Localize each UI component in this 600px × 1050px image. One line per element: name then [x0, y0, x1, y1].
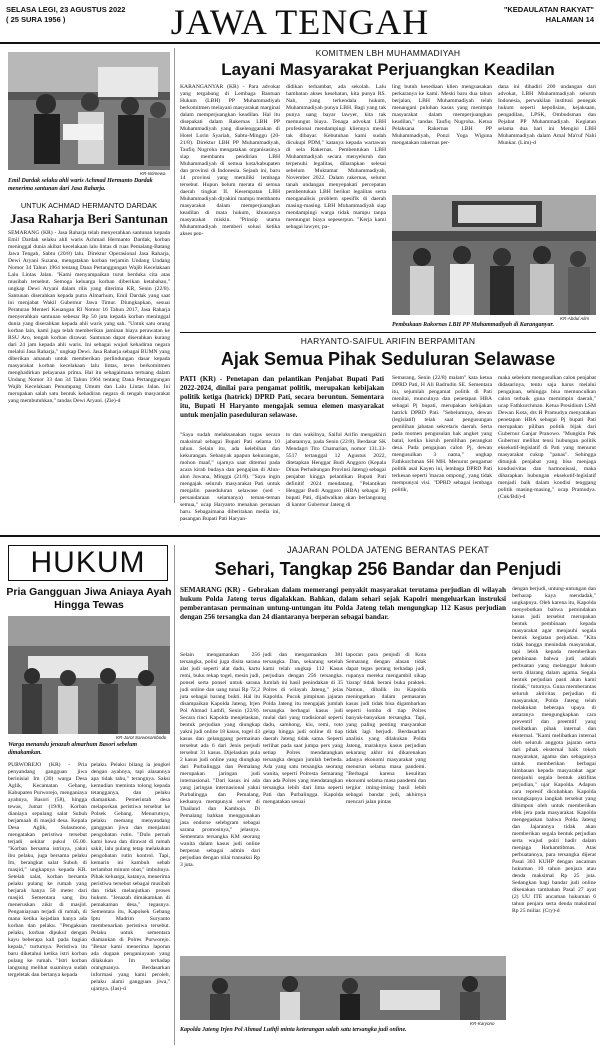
jasa-body: SEMARANG (KR) - Jasa Raharja telah menyerahkan santunan kepada Emil Dardak selaku ahli waris Achmad Hermanto Dardak, korban meninggal dunia akibat kecelakaan lalu lintas di ruas Pemalang-Batang Jawa Tengah, Sabtu (20/8) lalu. Direktur Operasional Jasa Raharja, Dewi Aryani Suzana, mengatakan korban terjamin Undang Undang Nomor 34 Tahun 1964 tentang Dana Pertanggungan Wajib Kecelakaan Lalu Lintas Jalan. "Kami menyampaikan turut berduka cita atas musibah tersebut. Semoga keluarga korban diberikan ketabahan," ungkap Dewi Aryani dalam rilis yang diterima KR, Senin (22/8). Santunan diserahkan kepada putra Almarhum, Emil Dardak yang saat ini menjabat Wakil Gubernur Jawa Timur. Diungkapkan, sesuai Peraturan Menteri Keuangan RI Nomor 16 Tahun 2017, Jasa Raharja menyerahkan santunan sebesar Rp 50 juta kepada korban meninggal dunia yang diserahkan kepada ahli waris yang sah. "Untuk satu orang korban lain, kami juga telah memberikan jaminan biaya perawatan ke RSU Aro, tengah korban dirawat. Santunan dapat diserahkan kurang dari 24 jam kepada ahli waris. Ini sebagai wujud kehadiran negara melalui Jasa Raharja," ungkap Dewi. Jasa Raharja sebagai BUMN yang diberikan amanah untuk memberikan perlindungan dasar kepada masyarakat korban kecelakaan lalu lintas, terus berkomitmen menghadirkan pelayanan prima. Hal itu sebagaimana tertuang dalam Undang Nomor 33 dan 34 Tahun 1964 tentang Dana Pertanggungan Wajib Kecelakaan Penumpang Umum dan Lalu Lintas Jalan. Ini merupakan salah satu bentuk kehadiran negara di tengah masyarakat yang membutuhkan," tandas Dewi Aryani. (Zie)-d — [8, 230, 170, 404]
pria-col-2: pelaku. Pelaku bilang ia jengkel dengan ayahnya, tapi alasannya apa tidak tahu," terangnya. Saksi kemudian meminta tolong kepada tetangganya, dan pelaku diamankan. Pemerintah desa melaporkan peristiwa tersebut ke Polsek Gebang. Menurutnya, pelaku memang menyandang gangguan jiwa dan menjalani pengobatan rutin. "Dulu pernah kami bawa dan dirawat di rumah sakit, lalu pulang tetap melakukan pengobatan rutin kontrol. Tapi, kemarin ini kambuh sebab terlambat minum obat," imbuhnya. Pihak keluarga, katanya, menerima peristiwa tersebut sebagai musibah dan tidak melanjutkan proses hukum. "Jenazah dimakamkan di pemakaman desa," tegasnya. Sementara itu, Kapolsek Gebang Iptu Madrim Suryanto membenarkan peristiwa tersebut. Pelaku untuk sementara diamankan di Polres Purworejo. "Benar kami menerima laporan ada dugaan penganiayaan yang dilakukan Im terhadap orangtuanya. Berdasarkan informasi yang kami peroleh, pelaku alami gangguan jiwa," ujarnya. (Jas)-d — [91, 762, 170, 992]
judi-caption: Kapolda Jateng Irjen Pol Ahmad Luthfi minta keterangan salah satu tersangka judi online. — [180, 1027, 407, 1033]
pria-photo — [8, 616, 170, 734]
hukum-section-box — [8, 545, 168, 581]
lbh-bottom-rule — [180, 332, 596, 333]
pati-kicker: HARYANTO-SAIFUL ARIFIN BERPAMITAN — [300, 336, 476, 346]
hukum-section-label: HUKUM — [30, 546, 146, 579]
pati-col-1: "Saya sudah melaksanakan tugas secara maksimal sebagai Bupati Pati selama 10 tahun. Selain itu, ada kelebihan dan kekurangan. Sebanyak apapun kekurangan, mohon maaf," ujarnya saat ditemui pada acara kirab budaya dan pengajian di Alun-alun Juwana, Minggu (21/8). "Saya ingin mengajak seluruh masyarakat Pati untuk menjalin paseduluran selawase (sed - persaudaraan selamanya) teman-teman semua," ucap Haryanto menahan perasaan haru. Sebagaimana diberitakan media ini, pasangan Bupati Pati Haryan- — [180, 432, 280, 522]
jasa-caption: Emil Dardak selaku ahli waris Achmad Hermanto Dardak menerima santunan dari Jasa Raharja. — [8, 178, 153, 192]
lbh-col-4: dana ini dihadiri 200 undangan dari advokat, LBH Muhammadiyah seluruh Indonesia, perwakilan institusi penegak hukum seperti kepolisian, kejaksaan, pengadilan, LPSK, Ombudsman dan Pejabat PP Muhammadiyah. Kegiatan selama dua hari ini Mengisi LBH Muhammadiyah dalam Amal Ma'ruf Nahi Munkar. (Lim)-d — [498, 84, 596, 146]
hukum-section-rule — [0, 535, 600, 537]
hukum-column-rule — [174, 545, 175, 1045]
judi-photo-credit: KR-Karyono — [470, 1021, 495, 1026]
pria-photo-image — [8, 616, 170, 734]
paper-motto: "KEDAULATAN RAKYAT" — [503, 5, 594, 14]
lbh-col-3: ling butuh kesediaan klien menguasakan perkaranya ke kami. Meski baru dua tahun berjalan, LBH Muhammadiyah telah menangani puluhan kasus yang menimpa masyarakat dalam memperjuangkan keadilan," tandas Taufiq Nugroha. Ketua Pelaksana Rakernas LBH PP Muhammadiyah, Ponzi Yoga Wiguna mengatakan rakernas per- — [392, 84, 492, 146]
pria-headline: Pria Gangguan Jiwa Aniaya Ayah Hingga Tewas — [6, 586, 172, 611]
left-column-rule — [174, 48, 175, 503]
jasa-kicker: UNTUK ACHMAD HERMANTO DARDAK — [20, 201, 158, 210]
masthead-right — [504, 5, 594, 25]
lbh-photo-credit: KR-Abdul Alim — [560, 316, 590, 321]
judi-col-4: dengan berjudi, untung-untungan dan berharap kaya mendadak," ungkapnya. Oleh karena itu, Kapolda menyebutkan bahwa pemindakan kasus judi tersebut merupakan bentuk pembinaan kepada masyarakat agar menjauhi segala bentuk kegiatan perjudian. "Kita tidak bangga menindak masyarakat, tapi lebih kepada memberikan pembinaan bahwa judi adalah perbuatan yang melanggar hukum serta dilarang dalam agama. Segala bentuk perjudian pasti akan kami tindak," tuturnya. Guna memberantas seluruh aktivitas perjudian di masyarakat, Polda Jateng telah melakukan beberapa upaya di antaranya mengungkapkan cara preventif dan preemtif yang melibatkan pihak internal dan eksternal. "Kami melibatkan internal oleh seluruh anggota jajaran serta dari pihak eksternal baik tokoh masyarakat, agama dan sebagainya untuk memberikan berbagai himbauan kepada masyarakat agar menjauhi segala bentuk aktifitas perjudian," ujar Kapolda. Adapun cara represif dicubahkan Kapolda terungkapnya langkah tersebut yang dihimpun oleh untuk memberikan efek jera pada masyarakat. Kapolda mengegaskan bahwa Polda Jateng dan Jajarannya tidak akan memberikan segala bentuk perjudian serta wujud polri hadir dalam menjaga Harkamtibmas. Atas perbuatannya, para tersangka dijerat Pasal 303 KUHP dengan ancaman hukuman 10 tahun penjara atau denda maksimal Rp 25 juta. Sedangkan bagi bandar judi online dikenakan tambahan Pasal 27 ayat (2) UU ITE ancaman hukuman 6 tahun penjara serta denda maksimal Rp 25 miliar. (Cry)-d — [512, 586, 596, 914]
jasa-photo-credit: KR-Istimewa — [140, 171, 166, 176]
lbh-headline: Layani Masyarakat Perjuangkan Keadilan — [221, 60, 555, 79]
lbh-photo-image — [392, 195, 596, 315]
pati-lead: PATI (KR) - Penetapan dan pelantikan Penjabat Bupati Pati 2022-2024, dinilai para pengamat politik, merupakan kebijakan politik ketiga (hatrick) DPRD Pati, secara beruntun. Sementara itu, Bupati H Haryanto mengajak semua elemen masyarakat untuk menjalin paseduluran selawase. — [180, 375, 384, 419]
issue-sura: ( 25 SURA 1956 ) — [6, 15, 66, 24]
judi-col-1: Selain mengamankan 256 tersangka, polisi juga disita sarana alat judi seperti alat dadu, kartu remi, buku rekap togel, mesin judi, ponsel serta ponsel untuk sarana judi online dan uang tunai Rp 72,2 juta sebagai barang bukti. Hal itu disampaikan Kapolda Jateng, Irjen Pol Ahmad Luthfi, Senin (22/8). Secara rinci Kapolda menjelaskan, bentuk perjudian yang diungkap yakni judi online 18 kasus, togel 43 kasus dan gelanggang permainan tersebut ada 6 dari Jenis perjudi tersebut 31 kasus. Dijelaskan pula 2 kasus judi online yang diungkap dari Purbalingga dan Pemalang merupakan jaringan judi internasional. "Dari kasus ini ada yang jaringan internasional yakni Purbalingga dan Pemalang, keduanya mempunyai server di Thailand dan Kamboja. Di Pemalang bahkan menggunakan jasa endorse selebgram sebagai sarana promosinya," jelasnya. Sementara tersangka KM seorang wanita dalam kasus judi online berperan sebagai admin dari perjudian dengan nilai transaksi Rp 3 juta. — [180, 652, 260, 868]
judi-photo — [180, 956, 506, 1020]
judi-headline: Sehari, Tangkap 256 Bandar dan Penjudi — [214, 559, 562, 579]
lbh-photo — [392, 195, 596, 315]
judi-kicker: JAJARAN POLDA JATENG BERANTAS PEKAT — [286, 545, 490, 555]
page-number: HALAMAN 14 — [545, 15, 594, 24]
lbh-kicker: KOMITMEN LBH MUHAMMADIYAH — [315, 48, 461, 58]
section-title: JAWA TENGAH — [170, 2, 430, 42]
jasa-photo — [8, 52, 170, 170]
pria-caption: Warga menandu jenazah almarhum Basori sebelum dimakamkan. — [8, 742, 138, 756]
pria-photo-credit: KR-Jarot Sarwosambodo — [116, 735, 167, 740]
issue-date: SELASA LEGI, 23 AGUSTUS 2022 — [6, 5, 126, 14]
jasa-photo-image — [8, 52, 170, 170]
jasa-headline: Jasa Raharja Beri Santunan — [10, 211, 168, 226]
lbh-col-1: KARANGANYAR (KR) - Para advokat yang tergabung di Lembaga Bantuan Hukum (LBH) PP Muhammadiyah berkomitmen melayani masyarakat marginal dalam memperjuangkan keadilan. Hal itu disepakati dalam Rakernas LBH PP Muhammadiyah yang diselenggarakan di Hotel Lorin Syariah, Sabtu-Minggu (20-21/8). Direktur LBH PP Muhammadiyah, Taufiq Nugroha mengatakan organisasinya siap membantu pendirian LBH Muhammadiyah di semua kota/kabupaten dan provinsi di Indonesia. Sejauh ini, baru 14 provinsi yang memiliki lembaga tersebut. Hupun belum merata di semua daerah tingkat II. Kesempatan LBH Muhammadiyah diyakini mampu membantu masyarakat dalam memperjuangkan keadilan di mata hukum, khususnya masyarakat miskin. "Prinsip utama Muhammadiyah memberi solusi ketika akses pen- — [180, 84, 280, 237]
judi-col-3: laporan para penjudi di Kota Semarang dengan alasan tidak dapat tegas perang terhadap judi, rupanya mereka mengambil sikap 'tiarap' tidak berani buka praktek. Namun, dibalik itu Kapolda meningatkan dalam pemasaran kasus judi tidak bisa digambarkan seperti lomba di tiap Polres banyak-banyakan tersangka. Tapi, yang paling penting masyarakat tidak lagi berjudi. Berdasarkan analisis yang dilakukan Polda Jateng, maraknya kasus perjudian sekarang akhir ini dikarenakan adanya ekonomi masyarakat yang menurun selama masa pandemi. "Berbagai karena kesulitan ekonomi selama masa pandemi dan tergiur iming-iming hasil lebih sebagai bandar judi, akhirnya mencari jalan pintas — [346, 652, 426, 805]
pria-col-1: PURWOREJO (KR) - Pria penyandang gangguan jiwa berinisial Im (30) warga Desa Aglik, Kecamatan Gebang, Kabupaten Purworejo, menganiaya ayahnya, Basori (58), hingga tewas, Jumat (19/8). Korban dianiaya sepulang salat Subuh berjamaah di masjid desa. Kepala Desa Aglik, Sulasmono, mengatakan peristiwa tersebut terjadi sekitar pukul 05.00. "Korban bersama istrinya, yakni ibu pelaku, juga bersama pelaku Im, berangkat salat Subuh di masjid," ungkapnya kepada KR. Setelah salat, korban bersama pelaku pulang ke rumah yang berjarak hanya 50 meter dari masjid. Sementara sang ibu meneruskan zikir di masjid. Penganiayaan terjadi di rumah, di mana ketika kejadian hanya ada korban dan pelaku. "Pengakuan pelaku, korban dipukul dengan kayu beberapa kali pada bagian kepala," turturnya. Peristiwa itu baru diketahui ketika istri korban pulang ke rumah. "Istri korban langsung melihat suaminya sudah tergeletak dan bertanya kepada — [8, 762, 87, 978]
judi-lead: SEMARANG (KR) - Gebrakan dalam memerangi penyakit masyarakat terutama perjudian di wilayah hukum Polda Jateng terus digalakkan. Bahkan, dalam sehari sejak Kapolri mengeluarkan instruksi pemberantasan permainan untung-untungan itu Polda Jateng telah mengungkap 112 Kasus perjudian dengan 256 tersangka dan 24 diantaranya berperan sebagai bandar. — [180, 586, 506, 621]
lbh-caption: Pembukaan Rakornas LBH PP Muhammadiyah di Karanganyar. — [392, 322, 554, 328]
pati-headline: Ajak Semua Pihak Seduluran Selawase — [220, 349, 556, 369]
lbh-col-2: didikan terhambat, ada sekolah. Lalu hambatan akses kesehatan, kita punya RS. Nah, yang terkendala hukum, Muhammadiyah punya LBH. Bagi yang tak punya uang bayar lawyer, kita tak memungut biaya. Tenaga advokat LBH profesional mendampingi kliennya meski tak dibayar. Kebutuhan kami sudah dicukupi PDM," katanya kepada wartawan di sela Rakernas. Pembentukan LBH Muhammadiyah secara menyeluruh dan terpenuhi legalitas, diharapkan selesai sebelum Muktamar Muhammadiyah, November 2022. Dalam rakernas, selurut tanah undangan menyepakati percepatan pembentukan LBH berikut legalitas serta menganalisis problem spesifik di daerah masing-masing. LBH Muhammadiyah siap mendampingi warga tidak mampu tanpa memungut biaya sepeserpun. "Kerja kami sebagai lawyer, pa- — [286, 84, 386, 230]
judi-col-2: judi dan mengamankan 381 tersangka. Dan, sekarang setelah kami telah ungkap 112 Kasus perjudian dengan 256 tersangka. Jumlah ini hasil penindakan di 35 Polres di wilayah Jateng," jelas Kapolda. Pucuk pimpinan jajaran Polda Jateng itu mengajak jumlah tersangka berbagai kasus judi mulai dari yang tradisional seperti dadu, samhong, kiu, remi, toto gelap hingga judi online di tiap daerah Jateng tidak sama. Seperti terlihat pada saat jumpa pers yang setiap Polres mendatangkan tersangka dengan jumlah berbeda. Ada yang satu tersangka seorang wanita, seperti Polresta Semarang dan ada Polres yang mendatangkan tersangka lebih dari lima seperti Pati dan Purbalingga. Kapolda mengatakan sesuai — [263, 652, 343, 805]
pati-col-2: to dan wakilnya, Saiful Arifin mengakhiri jabatannya, pada Senin (22/8). Berdasar SK Mendagri Tito Chamarian, nomor 131.33-5517 tertanggal 12 Agustus 2022, ditetapkan Henggar Budi Anggoro (Kepala Dinas Perhubungan Provinsi Jateng) sebagai penjabat hingga pelantikan Bupati Pati definitif 2024 mendatang. "Pelantikan Henggar Budi Anggoro (HBA) sebagai Pj bupati Pati, dijadwalkan akan berlangsung di kantor Gubernur Jateng di — [286, 432, 386, 508]
pati-col-3: Semarang, Senin (22/8) malam" kata ketua DPRD Pati, H Ali Badrudin SE. Sementara itu, sejumlah pengamat politik di Pati menilai, munculnya dan penetapan HBA sebagai Pj bupati, merupakan kebijakan hatrick DPRD Pati. "Sebelumnya, dewan (legislatif) telah saat pengusungan pemilihan jabatan sekretaris daerah. Serta pada momen pengusulan hak angket yang batal, ketika kisruh pemilihan perangkat desa. Pada pengajuan calon Pj, dewan mengusulkan 3 nama," ungkap Fathkurchman SH MH. Menurut pengamat politik asal Kayen ini, lembaga DPRD Pati terkesan seperti 'macan ompong', yang tidak mempunyai visi. "DPRD sebagai lembaga politik, — [392, 375, 492, 493]
judi-photo-image — [180, 956, 506, 1020]
pati-col-4: maka sebelum mengusulkan calon penjabat didasarinya, tentu saja harus melalui pengajuan, sehingga bisa memunculkan calon terbaik guna memimpin daerah," ucap Fathkurchman. Ketua Presidium LSM Dewan Kota, drs H Pramudya menyatakan penetapan HBA sebagai Pj bupati Pati merupakan pilihan politik bijak dari Gubernur Ganjar Pranowo. "Mungkin Pak Gubernur melihat tensi hubungan politik eksekutif-legislatif di Pati yang menurut masyarakat cukup "panas". Sehingga ditunjuk penjabat yang bisa menjaga kondusivitas dan harmonisasi, maka diharapkan hubungan eksekutif-legislatif menjadi baik dalam kondisi tenggang politik masing-masing," ucap Pramudya. (Cuk/Bdi)-d — [498, 375, 596, 500]
masthead — [0, 0, 600, 44]
